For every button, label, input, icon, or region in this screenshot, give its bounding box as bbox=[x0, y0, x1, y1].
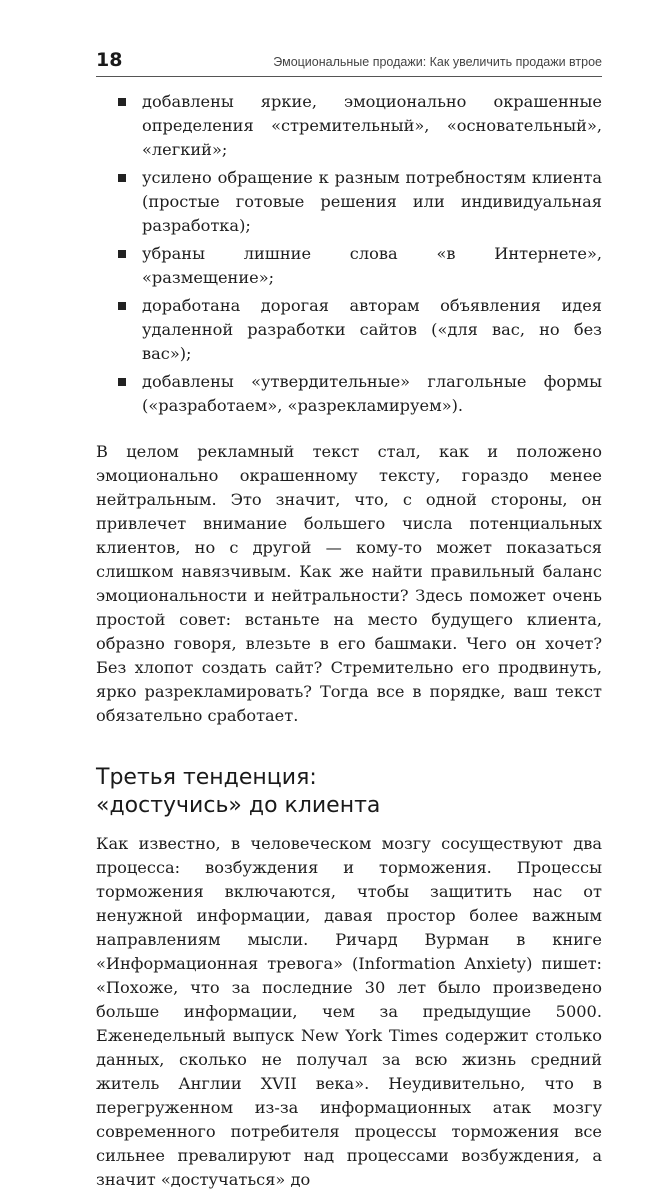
section-heading bbox=[96, 764, 602, 820]
page-number: 18 bbox=[96, 49, 123, 71]
page-body bbox=[96, 90, 602, 1192]
section-heading-line-1: Третья тенденция: bbox=[96, 765, 317, 790]
page-header bbox=[96, 46, 602, 77]
bullet-list bbox=[96, 90, 602, 418]
list-item: доработана дорогая авторам объявления идея удаленной разработки сайтов («для вас, но без вас»); bbox=[96, 294, 602, 366]
list-item: добавлены яркие, эмоционально окрашенные определения «стремительный», «основательный», «легкий»; bbox=[96, 90, 602, 162]
list-item: добавлены «утвердительные» глагольные формы («разработаем», «разрекламируем»). bbox=[96, 370, 602, 418]
running-head-title: Эмоциональные продажи: Как увеличить продажи втрое bbox=[273, 55, 602, 69]
list-item: усилено обращение к разным потребностям клиента (простые готовые решения или индивидуальная разработка); bbox=[96, 166, 602, 238]
body-paragraph: Как известно, в человеческом мозгу сосуществуют два процесса: возбуждения и торможения. Процессы торможения включаются, чтобы защитить нас от ненужной информации, давая простор более важным направлениям мысли. Ричард Вурман в книге «Информационная тревога» (Information Anxiety) пишет: «Похоже, что за последние 30 лет было произведено больше информации, чем за предыдущие 5000. Еженедельный выпуск New York Times содержит столько данных, сколько не получал за всю жизнь средний житель Англии XVII века». Неудивительно, что в перегруженном из-за информационных атак мозгу современного потребителя процессы торможения все сильнее превалируют над процессами возбуждения, а значит «достучаться» до bbox=[96, 834, 602, 1189]
list-item: убраны лишние слова «в Интернете», «размещение»; bbox=[96, 242, 602, 290]
body-paragraph: В целом рекламный текст стал, как и положено эмоционально окрашенному тексту, гораздо менее нейтральным. Это значит, что, с одной стороны, он привлечет внимание большего числа потенциальных клиентов, но с другой — кому-то может показаться слишком навязчивым. Как же найти правильный баланс эмоциональности и нейтральности? Здесь поможет очень простой совет: встаньте на место будущего клиента, образно говоря, влезьте в его башмаки. Чего он хочет? Без хлопот создать сайт? Стремительно его продвинуть, ярко разрекламировать? Тогда все в порядке, ваш текст обязательно сработает. bbox=[96, 442, 602, 725]
section-heading-line-2: «достучись» до клиента bbox=[96, 793, 381, 818]
